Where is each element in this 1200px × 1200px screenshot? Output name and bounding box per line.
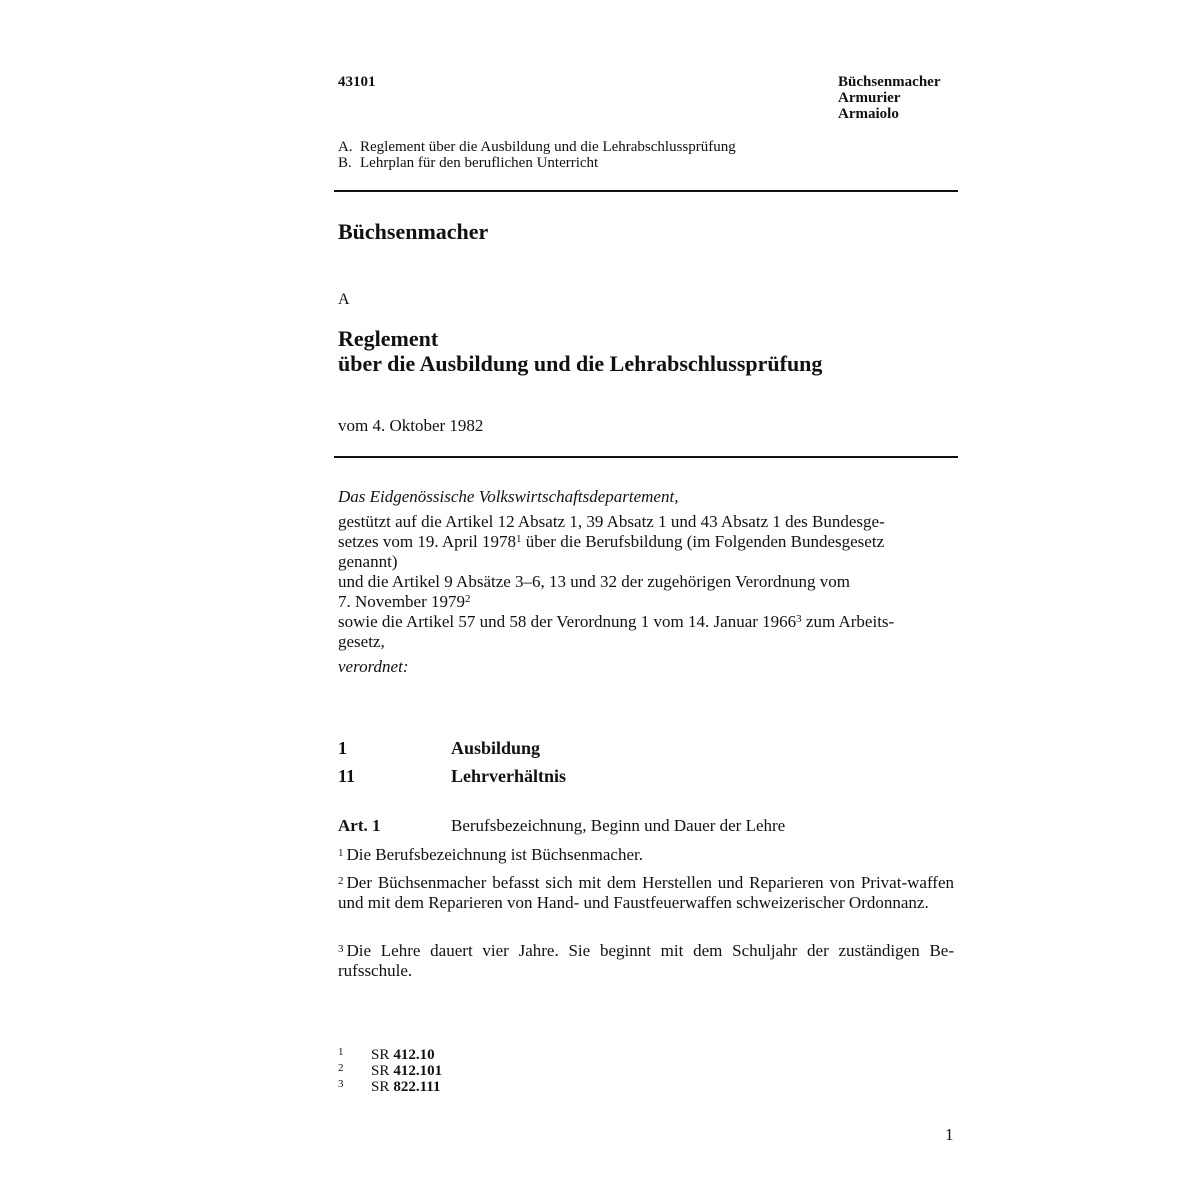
header-title-de: Büchsenmacher [838,74,941,90]
preamble-text: sowie die Artikel 57 und 58 der Verordnung 1 vom 14. Januar 1966 [338,612,797,631]
preamble-line: gestützt auf die Artikel 12 Absatz 1, 39 Absatz 1 und 43 Absatz 1 des Bundesge- [338,512,885,531]
paragraph-number: 1 [338,847,344,859]
divider-middle [334,456,958,458]
footnote-number: 3 [338,1078,344,1090]
toc-item [338,139,736,155]
footnote-reference: 412.101 [393,1063,443,1079]
footnotes [338,1047,442,1095]
preamble-line [338,532,958,552]
document-number: 43101 [338,74,376,90]
page-title: Büchsenmacher [338,219,489,244]
paragraph-text: Der Büchsenmacher befasst sich mit dem Herstellen und Reparieren von Privat-waffen und mit dem Reparieren von Hand- und Faustfeuerwaffen schweizerischer Ordonnanz. [338,873,954,912]
footnote-number: 1 [338,1046,344,1058]
reglement-title [338,326,822,376]
reglement-title-line1: Reglement [338,326,439,351]
table-of-contents [338,139,736,171]
header-title-fr: Armurier [838,90,901,106]
part-letter: A [338,291,350,308]
footnote-number: 2 [338,1062,344,1074]
footnote-marker: 2 [465,593,471,605]
toc-item [338,155,736,171]
preamble-line: genannt) [338,552,398,571]
preamble-line: und die Artikel 9 Absätze 3–6, 13 und 32 der zugehörigen Verordnung vom [338,572,850,591]
article-paragraph [338,873,954,913]
paragraph-number: 3 [338,943,344,955]
preamble-authority: Das Eidgenössische Volkswirtschaftsdepartement, [338,487,679,506]
article-paragraph [338,941,954,981]
footnote-prefix: SR [371,1079,390,1095]
preamble-text: setzes vom 19. April 1978 [338,532,517,551]
toc-item-text: Reglement über die Ausbildung und die Lehrabschlussprüfung [360,139,736,155]
section-title: Ausbildung [451,738,541,758]
divider-top [334,190,958,192]
preamble [338,487,958,677]
article-paragraph [338,845,954,865]
paragraph-number: 2 [338,875,344,887]
section-heading [338,738,540,759]
header-titles [838,74,941,122]
preamble-line [338,612,958,632]
preamble-line [338,592,958,612]
toc-item-label: A. [338,139,353,155]
section-title: Lehrverhältnis [451,766,566,786]
article-heading [338,816,785,836]
reglement-date: vom 4. Oktober 1982 [338,416,484,435]
reglement-title-line2: über die Ausbildung und die Lehrabschlussprüfung [338,351,823,376]
article-title: Berufsbezeichnung, Beginn und Dauer der Lehre [451,816,786,835]
paragraph-text: Die Lehre dauert vier Jahre. Sie beginnt mit dem Schuljahr der zuständigen Be-rufsschule. [338,941,954,980]
footnote-reference: 822.111 [393,1079,441,1095]
toc-item-label: B. [338,155,352,171]
header-title-it: Armaiolo [838,106,899,122]
section-number: 1 [338,738,347,758]
section-heading [338,766,566,787]
toc-item-text: Lehrplan für den beruflichen Unterricht [360,155,599,171]
footnote-prefix: SR [371,1047,390,1063]
preamble-text: 7. November 1979 [338,592,466,611]
footnote-reference: 412.10 [393,1047,435,1063]
article-number: Art. 1 [338,816,381,835]
footnote [338,1079,442,1095]
footnote-prefix: SR [371,1063,390,1079]
footnote-marker: 3 [796,613,802,625]
preamble-verb: verordnet: [338,657,409,676]
preamble-text: zum Arbeits- [801,612,895,631]
footnote-marker: 1 [516,533,522,545]
paragraph-text: Die Berufsbezeichnung ist Büchsenmacher. [346,845,643,864]
preamble-line: gesetz, [338,632,385,651]
preamble-text: über die Berufsbildung (im Folgenden Bundesgesetz [521,532,885,551]
page-number: 1 [945,1125,954,1144]
section-number: 11 [338,766,356,786]
